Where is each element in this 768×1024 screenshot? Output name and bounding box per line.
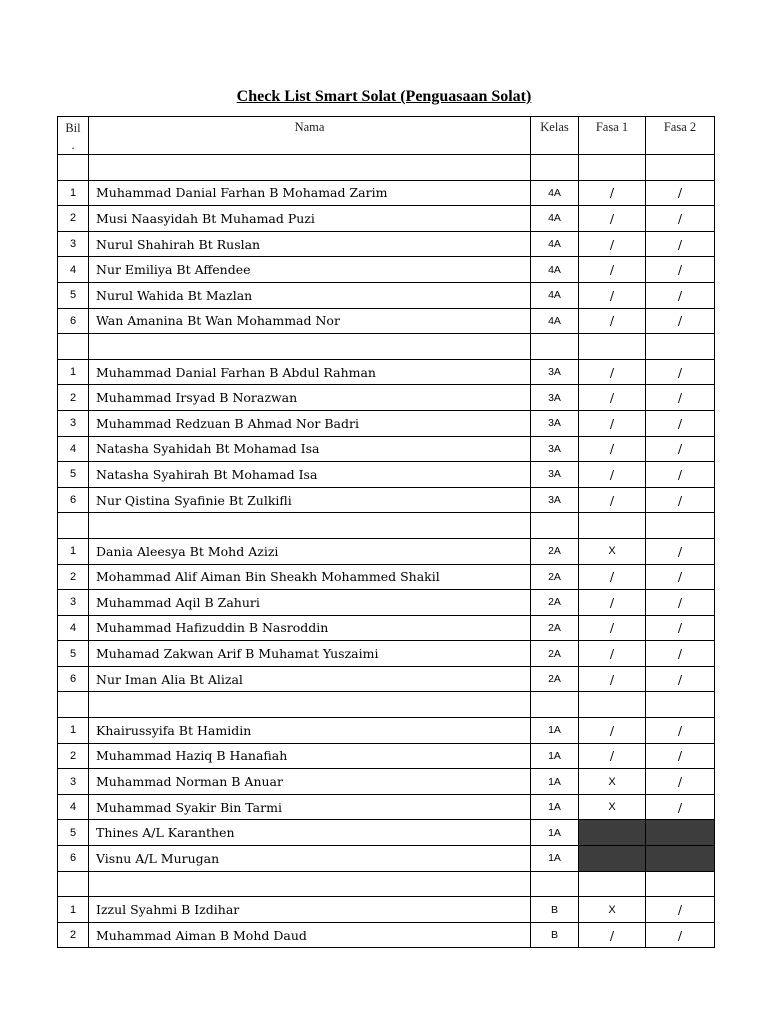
empty-cell <box>531 513 579 539</box>
kelas-cell: 4A <box>531 231 579 257</box>
bil-cell: 6 <box>58 846 89 872</box>
table-row <box>58 641 715 667</box>
fasa-2-cell: / <box>646 462 715 488</box>
kelas-cell: 1A <box>531 743 579 769</box>
fasa-2-cell: / <box>646 590 715 616</box>
bil-cell: 1 <box>58 718 89 744</box>
fasa-1-cell: X <box>579 769 646 795</box>
empty-cell <box>579 871 646 897</box>
table-row <box>58 487 715 513</box>
bil-cell: 2 <box>58 743 89 769</box>
table-row <box>58 231 715 257</box>
fasa-2-cell: / <box>646 257 715 283</box>
empty-cell <box>58 513 89 539</box>
fasa-1-cell: X <box>579 538 646 564</box>
fasa-1-cell: / <box>579 385 646 411</box>
fasa-2-cell: / <box>646 897 715 923</box>
bil-cell: 3 <box>58 231 89 257</box>
table-row <box>58 359 715 385</box>
nama-cell: Wan Amanina Bt Wan Mohammad Nor <box>89 308 531 334</box>
empty-cell <box>89 334 531 360</box>
nama-cell: Muhammad Danial Farhan B Mohamad Zarim <box>89 180 531 206</box>
empty-cell <box>646 155 715 181</box>
group-spacer-row <box>58 513 715 539</box>
table-row <box>58 922 715 948</box>
bil-cell: 6 <box>58 487 89 513</box>
fasa-2-cell: / <box>646 538 715 564</box>
table-row <box>58 794 715 820</box>
bil-cell: 4 <box>58 794 89 820</box>
table-row <box>58 180 715 206</box>
table-row <box>58 897 715 923</box>
kelas-cell: 3A <box>531 385 579 411</box>
kelas-cell: 1A <box>531 769 579 795</box>
bil-cell: 5 <box>58 282 89 308</box>
bil-cell: 6 <box>58 308 89 334</box>
empty-cell <box>579 692 646 718</box>
fasa-1-cell: / <box>579 590 646 616</box>
kelas-cell: 2A <box>531 538 579 564</box>
empty-cell <box>89 155 531 181</box>
group-spacer-row <box>58 692 715 718</box>
table-row <box>58 846 715 872</box>
nama-cell: Musi Naasyidah Bt Muhamad Puzi <box>89 206 531 232</box>
nama-cell: Dania Aleesya Bt Mohd Azizi <box>89 538 531 564</box>
fasa-2-cell: / <box>646 794 715 820</box>
fasa-2-cell: / <box>646 359 715 385</box>
fasa-1-cell: X <box>579 794 646 820</box>
page-title: Check List Smart Solat (Penguasaan Solat) <box>236 88 532 105</box>
fasa-1-cell: / <box>579 257 646 283</box>
group-spacer-row <box>58 155 715 181</box>
empty-cell <box>89 692 531 718</box>
nama-cell: Muhammad Redzuan B Ahmad Nor Badri <box>89 410 531 436</box>
header-fasa-1: Fasa 1 <box>579 117 646 155</box>
nama-cell: Nur Emiliya Bt Affendee <box>89 257 531 283</box>
fasa-1-cell: / <box>579 180 646 206</box>
bil-cell: 3 <box>58 769 89 795</box>
header-fasa-2: Fasa 2 <box>646 117 715 155</box>
nama-cell: Muhamad Zakwan Arif B Muhamat Yuszaimi <box>89 641 531 667</box>
fasa-1-cell: / <box>579 666 646 692</box>
kelas-cell: 2A <box>531 590 579 616</box>
bil-cell: 2 <box>58 564 89 590</box>
table-row <box>58 257 715 283</box>
bil-cell: 2 <box>58 206 89 232</box>
bil-cell: 3 <box>58 590 89 616</box>
nama-cell: Natasha Syahidah Bt Mohamad Isa <box>89 436 531 462</box>
table-row <box>58 564 715 590</box>
nama-cell: Muhammad Syakir Bin Tarmi <box>89 794 531 820</box>
kelas-cell: 4A <box>531 180 579 206</box>
kelas-cell: B <box>531 922 579 948</box>
fasa-1-cell: / <box>579 615 646 641</box>
nama-cell: Muhammad Norman B Anuar <box>89 769 531 795</box>
table-row <box>58 666 715 692</box>
table-row <box>58 615 715 641</box>
checklist-table <box>57 116 715 948</box>
bil-cell: 1 <box>58 180 89 206</box>
fasa-2-cell: / <box>646 308 715 334</box>
fasa-2-cell: / <box>646 206 715 232</box>
table-row <box>58 385 715 411</box>
header-row <box>58 117 715 155</box>
empty-cell <box>646 871 715 897</box>
fasa-1-cell: / <box>579 410 646 436</box>
table-row <box>58 590 715 616</box>
empty-cell <box>646 513 715 539</box>
fasa-2-cell: / <box>646 769 715 795</box>
bil-cell: 1 <box>58 538 89 564</box>
bil-cell: 2 <box>58 922 89 948</box>
nama-cell: Nur Qistina Syafinie Bt Zulkifli <box>89 487 531 513</box>
fasa-2-cell: / <box>646 180 715 206</box>
bil-cell: 4 <box>58 257 89 283</box>
fasa-1-cell: / <box>579 718 646 744</box>
bil-cell: 6 <box>58 666 89 692</box>
empty-cell <box>58 692 89 718</box>
fasa-2-cell: / <box>646 615 715 641</box>
bil-cell: 4 <box>58 436 89 462</box>
fasa-1-cell: / <box>579 282 646 308</box>
kelas-cell: 1A <box>531 846 579 872</box>
kelas-cell: 2A <box>531 615 579 641</box>
empty-cell <box>58 155 89 181</box>
empty-cell <box>58 871 89 897</box>
fasa-2-cell: / <box>646 436 715 462</box>
kelas-cell: 4A <box>531 206 579 232</box>
kelas-cell: 4A <box>531 308 579 334</box>
nama-cell: Nurul Shahirah Bt Ruslan <box>89 231 531 257</box>
fasa-1-cell: / <box>579 922 646 948</box>
fasa-1-cell: / <box>579 359 646 385</box>
empty-cell <box>579 513 646 539</box>
kelas-cell: 2A <box>531 666 579 692</box>
empty-cell <box>89 871 531 897</box>
group-spacer-row <box>58 334 715 360</box>
kelas-cell: B <box>531 897 579 923</box>
fasa-1-cell: / <box>579 436 646 462</box>
fasa-2-cell: / <box>646 282 715 308</box>
header-kelas: Kelas <box>531 117 579 155</box>
header-bil: Bil . <box>58 117 89 155</box>
fasa-2-cell <box>646 846 715 872</box>
bil-cell: 5 <box>58 641 89 667</box>
fasa-2-cell: / <box>646 718 715 744</box>
nama-cell: Visnu A/L Murugan <box>89 846 531 872</box>
fasa-1-cell: / <box>579 231 646 257</box>
kelas-cell: 1A <box>531 718 579 744</box>
fasa-1-cell: / <box>579 564 646 590</box>
bil-cell: 2 <box>58 385 89 411</box>
empty-cell <box>579 155 646 181</box>
fasa-2-cell: / <box>646 410 715 436</box>
fasa-2-cell: / <box>646 564 715 590</box>
empty-cell <box>58 334 89 360</box>
fasa-1-cell <box>579 846 646 872</box>
group-spacer-row <box>58 871 715 897</box>
bil-cell: 5 <box>58 820 89 846</box>
table-row <box>58 436 715 462</box>
kelas-cell: 3A <box>531 487 579 513</box>
kelas-cell: 1A <box>531 820 579 846</box>
empty-cell <box>89 513 531 539</box>
fasa-2-cell <box>646 820 715 846</box>
bil-cell: 1 <box>58 897 89 923</box>
fasa-2-cell: / <box>646 487 715 513</box>
nama-cell: Muhammad Aqil B Zahuri <box>89 590 531 616</box>
kelas-cell: 1A <box>531 794 579 820</box>
empty-cell <box>579 334 646 360</box>
bil-cell: 3 <box>58 410 89 436</box>
kelas-cell: 3A <box>531 359 579 385</box>
fasa-1-cell <box>579 820 646 846</box>
table-row <box>58 820 715 846</box>
table-row <box>58 308 715 334</box>
nama-cell: Nur Iman Alia Bt Alizal <box>89 666 531 692</box>
table-row <box>58 410 715 436</box>
kelas-cell: 4A <box>531 282 579 308</box>
header-nama: Nama <box>89 117 531 155</box>
fasa-1-cell: / <box>579 487 646 513</box>
table-row <box>58 769 715 795</box>
nama-cell: Thines A/L Karanthen <box>89 820 531 846</box>
bil-cell: 4 <box>58 615 89 641</box>
fasa-1-cell: / <box>579 743 646 769</box>
kelas-cell: 3A <box>531 410 579 436</box>
table-row <box>58 718 715 744</box>
empty-cell <box>531 692 579 718</box>
fasa-2-cell: / <box>646 231 715 257</box>
fasa-2-cell: / <box>646 385 715 411</box>
nama-cell: Muhammad Aiman B Mohd Daud <box>89 922 531 948</box>
nama-cell: Izzul Syahmi B Izdihar <box>89 897 531 923</box>
table-body <box>58 155 715 948</box>
table-row <box>58 538 715 564</box>
table-row <box>58 462 715 488</box>
fasa-1-cell: / <box>579 308 646 334</box>
kelas-cell: 2A <box>531 641 579 667</box>
nama-cell: Khairussyifa Bt Hamidin <box>89 718 531 744</box>
table-row <box>58 743 715 769</box>
fasa-1-cell: / <box>579 206 646 232</box>
fasa-1-cell: X <box>579 897 646 923</box>
empty-cell <box>531 871 579 897</box>
nama-cell: Nurul Wahida Bt Mazlan <box>89 282 531 308</box>
bil-cell: 5 <box>58 462 89 488</box>
empty-cell <box>531 334 579 360</box>
table-row <box>58 206 715 232</box>
fasa-1-cell: / <box>579 462 646 488</box>
bil-cell: 1 <box>58 359 89 385</box>
fasa-2-cell: / <box>646 641 715 667</box>
nama-cell: Muhammad Irsyad B Norazwan <box>89 385 531 411</box>
nama-cell: Mohammad Alif Aiman Bin Sheakh Mohammed Shakil <box>89 564 531 590</box>
empty-cell <box>646 334 715 360</box>
table-row <box>58 282 715 308</box>
nama-cell: Muhammad Hafizuddin B Nasroddin <box>89 615 531 641</box>
nama-cell: Muhammad Haziq B Hanafiah <box>89 743 531 769</box>
nama-cell: Muhammad Danial Farhan B Abdul Rahman <box>89 359 531 385</box>
fasa-1-cell: / <box>579 641 646 667</box>
nama-cell: Natasha Syahirah Bt Mohamad Isa <box>89 462 531 488</box>
empty-cell <box>646 692 715 718</box>
fasa-2-cell: / <box>646 922 715 948</box>
kelas-cell: 3A <box>531 436 579 462</box>
fasa-2-cell: / <box>646 743 715 769</box>
kelas-cell: 3A <box>531 462 579 488</box>
kelas-cell: 2A <box>531 564 579 590</box>
fasa-2-cell: / <box>646 666 715 692</box>
empty-cell <box>531 155 579 181</box>
kelas-cell: 4A <box>531 257 579 283</box>
